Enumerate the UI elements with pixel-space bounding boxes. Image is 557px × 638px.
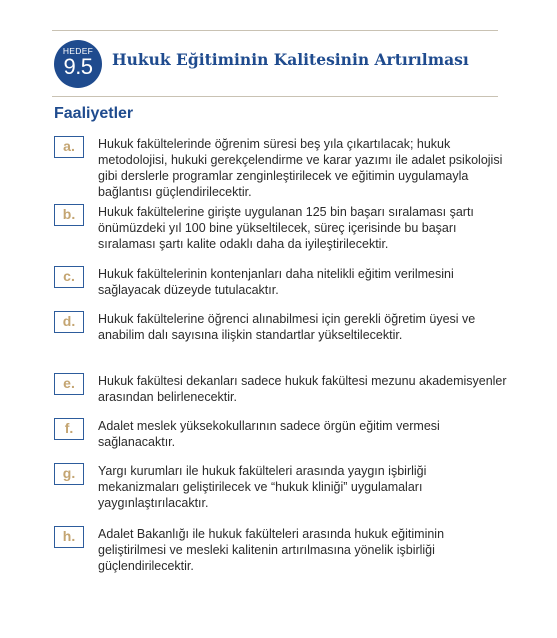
section-title: Faaliyetler: [54, 105, 134, 122]
item-marker: h.: [54, 526, 84, 548]
goal-badge-number: 9.5: [63, 54, 93, 79]
activity-item-b: [54, 204, 504, 266]
activity-item-h: [54, 526, 504, 582]
item-text: Hukuk fakültelerinde öğrenim süresi beş yıla çıkartılacak; hukuk metodolojisi, hukuki gerekçelendirme ve karar yazımı ile adalet psikolojisi gibi derslerle programlar zenginleştirilecek ve eğitimin uygulamayla bağlantısı güçlendirilecektir.: [98, 137, 503, 199]
item-marker: c.: [54, 266, 84, 288]
bottom-divider: [52, 96, 498, 97]
item-text: Hukuk fakültelerine öğrenci alınabilmesi için gerekli öğretim üyesi ve anabilim dalı sayısına ilişkin standartlar yükseltilecektir.: [98, 312, 476, 342]
item-marker: e.: [54, 373, 84, 395]
activity-item-g: [54, 463, 504, 526]
top-divider: [52, 30, 498, 31]
goal-badge: [54, 40, 102, 88]
item-marker: g.: [54, 463, 84, 485]
item-text: Hukuk fakültelerine girişte uygulanan 125 bin başarı sıralaması şartı önümüzdeki yıl 100 bine yükseltilecek, süreç içerisinde bu başarı sıralaması şartı kalite odaklı daha da iyileştirilecektir.: [98, 205, 474, 251]
item-text: Hukuk fakültesi dekanları sadece hukuk fakültesi mezunu akademisyenler arasından belirlenecektir.: [98, 374, 507, 404]
activity-item-e: [54, 373, 507, 418]
item-text: Hukuk fakültelerinin kontenjanları daha nitelikli eğitim verilmesini sağlayacak düzeyde tutulacaktır.: [98, 267, 454, 297]
item-marker: b.: [54, 204, 84, 226]
page-title: Hukuk Eğitiminin Kalitesinin Artırılması: [112, 50, 469, 69]
item-text: Yargı kurumları ile hukuk fakülteleri arasında yaygın işbirliği mekanizmaları geliştirilecek ve “hukuk kliniği” uygulamaları yaygınlaştırılacaktır.: [98, 464, 427, 510]
item-marker: a.: [54, 136, 84, 158]
activity-list: [54, 136, 507, 582]
item-text: Adalet Bakanlığı ile hukuk fakülteleri arasında hukuk eğitiminin geliştirilmesi ve mesleki kalitenin artırılmasına yönelik işbirliği güçlendirilecektir.: [98, 527, 445, 573]
activity-item-d: [54, 311, 504, 373]
activity-item-f: [54, 418, 504, 463]
item-marker: d.: [54, 311, 84, 333]
item-text: Adalet meslek yüksekokullarının sadece örgün eğitim vermesi sağlanacaktır.: [98, 419, 440, 449]
goal-badge-label: HEDEF: [62, 46, 94, 56]
activity-item-a: [54, 136, 504, 204]
activity-item-c: [54, 266, 504, 311]
item-marker: f.: [54, 418, 84, 440]
